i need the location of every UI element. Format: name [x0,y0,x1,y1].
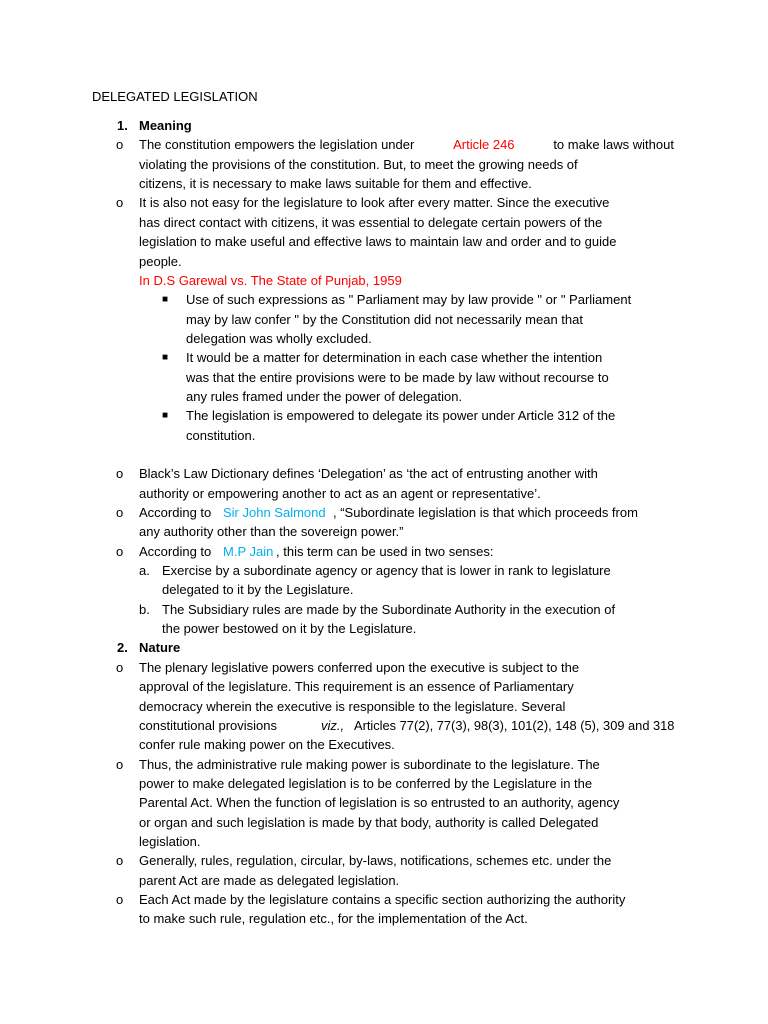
text-line: According to [139,505,212,520]
text-line: or organ and such legislation is made by that body, authority is called Delegated [139,815,599,830]
text-line: has direct contact with citizens, it was essential to delegate certain powers of the [139,215,603,230]
text-line: constitution. [186,428,256,443]
list-item [0,851,768,870]
text-line: Generally, rules, regulation, circular, by-laws, notifications, schemes etc. under the [139,853,612,868]
list-item [0,890,768,909]
section-title: Nature [139,640,181,655]
list-item [0,755,768,774]
hollow-bullet-icon: o [116,137,124,152]
salmond-reference: Sir John Salmond [223,505,326,520]
lettered-item [0,600,768,619]
square-bullet-icon: ■ [162,294,169,305]
item-label: b. [139,602,150,617]
text-line: parent Act are made as delegated legislation. [139,873,400,888]
hollow-bullet-icon: o [116,892,124,907]
text-line: legislation to make useful and effective laws to maintain law and order and to guide [139,234,617,249]
text-line: According to [139,544,212,559]
text-line: Thus, the administrative rule making power is subordinate to the legislature. The [139,757,600,772]
text-line: power to make delegated legislation is to be conferred by the Legislature in the [139,776,593,791]
section-number: 2. [117,640,128,655]
text-line: It is also not easy for the legislature to look after every matter. Since the executive [139,195,610,210]
text-line: , this term can be used in two senses: [276,544,494,559]
hollow-bullet-icon: o [116,853,124,868]
justified-line: The constitution empowers the legislation under Article 246 to make laws without [139,137,674,152]
text-line: was that the entire provisions were to be made by law without recourse to [186,370,609,385]
section-number: 1. [117,118,128,133]
list-item [0,542,768,561]
sub-list-item [0,406,768,425]
text-line-mixed: constitutional provisions viz., Articles 77(2), 77(3), 98(3), 101(2), 148 (5), 309 and 318 [139,718,675,733]
section-heading-meaning [0,116,768,135]
section-heading-nature [0,638,768,657]
text-line: Parental Act. When the function of legislation is so entrusted to an authority, agency [139,795,620,810]
list-item [0,658,768,677]
square-bullet-icon: ■ [162,352,169,363]
hollow-bullet-icon: o [116,660,124,675]
section-title: Meaning [139,118,192,133]
text-line: any rules framed under the power of delegation. [186,389,463,404]
item-label: a. [139,563,150,578]
text-line: delegation was wholly excluded. [186,331,372,346]
case-title: In D.S Garewal vs. The State of Punjab, 1959 [139,273,402,288]
text-line: It would be a matter for determination in each case whether the intention [186,350,603,365]
title-line [0,87,768,106]
text-line: The Subsidiary rules are made by the Subordinate Authority in the execution of [162,602,616,617]
sub-list-item [0,290,768,309]
article-246-reference: Article 246 [453,137,515,152]
text-line: democracy wherein the executive is responsible to the legislature. Several [139,699,566,714]
italic-viz: viz., [321,718,345,733]
text-line: violating the provisions of the constitution. But, to meet the growing needs of [139,157,578,172]
text-line: Each Act made by the legislature contains a specific section authorizing the authority [139,892,626,907]
text-line: Black’s Law Dictionary defines ‘Delegation’ as ‘the act of entrusting another with [139,466,598,481]
text-line: approval of the legislature. This requirement is an essence of Parliamentary [139,679,574,694]
list-item [0,464,768,483]
list-item [0,193,768,212]
text-line: may by law confer " by the Constitution did not necessarily mean that [186,312,583,327]
sub-list-item [0,348,768,367]
hollow-bullet-icon: o [116,195,124,210]
hollow-bullet-icon: o [116,757,124,772]
text-line: Exercise by a subordinate agency or agency that is lower in rank to legislature [162,563,611,578]
text-line: any authority other than the sovereign power.” [139,524,404,539]
list-item [0,503,768,522]
document-title: DELEGATED LEGISLATION [92,89,258,104]
hollow-bullet-icon: o [116,466,124,481]
text-line: Use of such expressions as " Parliament may by law provide " or " Parliament [186,292,632,307]
text-line: legislation. [139,834,201,849]
text-line: , “Subordinate legislation is that which proceeds from [333,505,638,520]
hollow-bullet-icon: o [116,505,124,520]
text-line: people. [139,254,182,269]
text-line: The plenary legislative powers conferred upon the executive is subject to the [139,660,580,675]
lettered-item [0,561,768,580]
text-line: to make such rule, regulation etc., for the implementation of the Act. [139,911,528,926]
hollow-bullet-icon: o [116,544,124,559]
square-bullet-icon: ■ [162,410,169,421]
text-line: the power bestowed on it by the Legislature. [162,621,417,636]
text-line: delegated to it by the Legislature. [162,582,354,597]
text-line: citizens, it is necessary to make laws suitable for them and effective. [139,176,532,191]
text-line: The legislation is empowered to delegate its power under Article 312 of the [186,408,616,423]
text-line: confer rule making power on the Executives. [139,737,395,752]
list-item [0,135,768,154]
text-line: authority or empowering another to act as an agent or representative’. [139,486,541,501]
jain-reference: M.P Jain [223,544,274,559]
